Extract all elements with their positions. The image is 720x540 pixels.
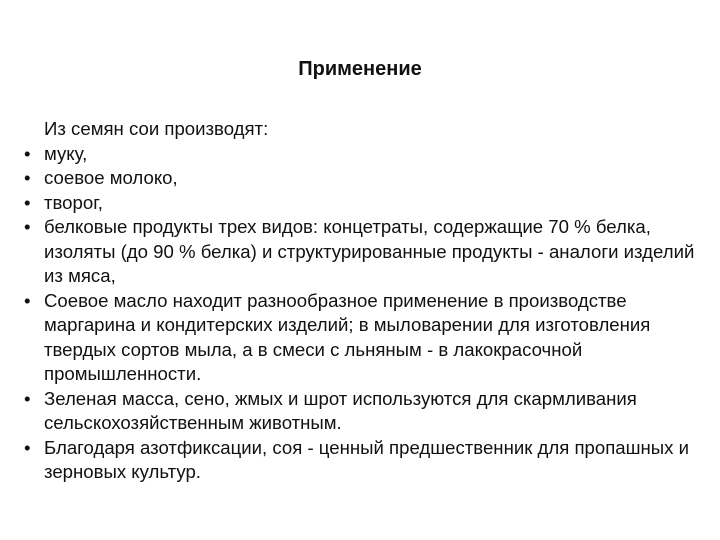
list-item-text: творог, xyxy=(44,191,103,213)
list-item-text: Благодаря азотфиксации, соя - ценный предшественник для пропашных и зерновых культур. xyxy=(44,436,690,482)
slide-content xyxy=(24,117,704,485)
bullet-icon: • xyxy=(24,387,31,409)
bullet-icon: • xyxy=(24,167,31,188)
list-item-text: белковые продукты трех видов: концетраты, содержащие 70 % белка, изоляты (до 90 % белка) и структурированные продукты - аналоги изделий из мяса, xyxy=(44,216,695,286)
list-item xyxy=(24,142,704,167)
bullet-icon: • xyxy=(24,142,31,164)
list-item xyxy=(24,436,704,485)
list-item-text: Соевое масло находит разнообразное применение в производстве маргарина и кондитерских изделий; в мыловарении для изготовления твердых сортов мыла, а в смеси с льняным - в лакокрасочной промышленности. xyxy=(44,289,651,384)
bullet-icon: • xyxy=(24,436,31,458)
bullet-icon: • xyxy=(24,191,31,213)
list-item xyxy=(24,191,704,216)
list-item xyxy=(24,166,704,191)
bullet-icon: • xyxy=(24,216,31,237)
intro-text: Из семян сои производят: xyxy=(44,118,269,139)
slide-title: Применение xyxy=(298,58,422,80)
list-item xyxy=(24,215,704,289)
list-item-text: соевое молоко, xyxy=(44,167,178,188)
list-item xyxy=(24,289,704,387)
list-item-text: Зеленая масса, сено, жмых и шрот используются для скармливания сельскохозяйственным животным. xyxy=(44,387,637,433)
list-item xyxy=(24,387,704,436)
list-item-text: муку, xyxy=(44,142,88,164)
bullet-icon: • xyxy=(24,289,31,311)
bullet-list xyxy=(24,142,704,485)
